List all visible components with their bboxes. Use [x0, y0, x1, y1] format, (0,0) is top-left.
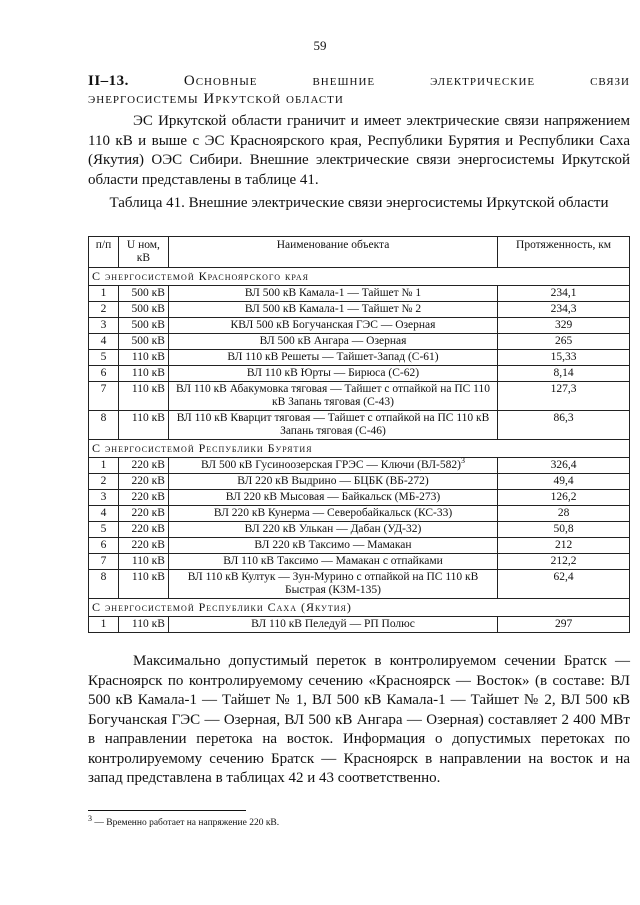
row-length: 212 [498, 538, 630, 554]
table-row [89, 318, 630, 334]
row-length: 329 [498, 318, 630, 334]
row-length: 297 [498, 617, 630, 633]
row-length: 86,3 [498, 411, 630, 440]
row-voltage: 220 кВ [118, 522, 168, 538]
row-object-name [168, 334, 497, 350]
row-object-text: ВЛ 110 кВ Таксимо — Мамакан с отпайками [223, 555, 443, 567]
row-index: 3 [89, 318, 119, 334]
row-index: 2 [89, 302, 119, 318]
external-links-table [88, 236, 630, 633]
row-index: 3 [89, 490, 119, 506]
row-index: 6 [89, 538, 119, 554]
heading-line-2: энергосистемы Иркутской области [88, 91, 344, 107]
row-length: 265 [498, 334, 630, 350]
header-voltage: U ном, кВ [118, 237, 168, 268]
table-row [89, 350, 630, 366]
table-row [89, 506, 630, 522]
heading-word-4: связи [590, 73, 630, 89]
row-object-text: ВЛ 500 кВ Ангара — Озерная [259, 335, 407, 347]
heading-word-2: внешние [312, 73, 376, 89]
row-voltage: 110 кВ [118, 350, 168, 366]
row-index: 5 [89, 350, 119, 366]
section-heading [88, 72, 630, 108]
table-row [89, 411, 630, 440]
table-row [89, 490, 630, 506]
table-header-row [89, 237, 630, 268]
row-index: 4 [89, 334, 119, 350]
row-object-text: ВЛ 110 кВ Кварцит тяговая — Тайшет с отпайкой на ПС 110 кВ Запань тяговая (С-46) [176, 412, 490, 437]
row-length: 234,3 [498, 302, 630, 318]
row-index: 1 [89, 617, 119, 633]
row-voltage: 110 кВ [118, 411, 168, 440]
table-row [89, 366, 630, 382]
row-object-text: ВЛ 110 кВ Юрты — Бирюса (С-62) [246, 367, 420, 379]
row-length: 62,4 [498, 570, 630, 599]
table-row [89, 382, 630, 411]
row-voltage: 500 кВ [118, 334, 168, 350]
row-object-name [168, 411, 497, 440]
heading-number: II–13. [88, 73, 129, 89]
row-length: 234,1 [498, 286, 630, 302]
row-object-text: ВЛ 110 кВ Абакумовка тяговая — Тайшет с отпайкой на ПС 110 кВ Запань тяговая (С-43) [175, 383, 490, 408]
row-length: 50,8 [498, 522, 630, 538]
row-voltage: 110 кВ [118, 570, 168, 599]
row-voltage: 110 кВ [118, 382, 168, 411]
table-section-row [89, 268, 630, 286]
heading-word-3: электрические [430, 73, 536, 89]
row-index: 5 [89, 522, 119, 538]
row-voltage: 220 кВ [118, 506, 168, 522]
page-number: 59 [313, 38, 327, 53]
row-object-name [168, 617, 497, 633]
row-voltage: 220 кВ [118, 474, 168, 490]
row-object-name [168, 538, 497, 554]
row-object-text: ВЛ 220 кВ Мысовая — Байкальск (МБ-273) [225, 491, 441, 503]
row-index: 8 [89, 411, 119, 440]
row-voltage: 500 кВ [118, 286, 168, 302]
footnote-divider [88, 810, 246, 811]
row-object-text: ВЛ 220 кВ Улькан — Дабан (УД-32) [244, 523, 422, 535]
row-voltage: 110 кВ [118, 366, 168, 382]
row-object-name [168, 522, 497, 538]
row-object-name [168, 350, 497, 366]
row-object-text: ВЛ 500 кВ Камала-1 — Тайшет № 1 [244, 287, 422, 299]
table-row [89, 538, 630, 554]
row-object-text: ВЛ 110 кВ Пеледуй — РП Полюс [251, 618, 415, 630]
row-object-name [168, 318, 497, 334]
row-object-name [168, 490, 497, 506]
row-length: 49,4 [498, 474, 630, 490]
table-row [89, 458, 630, 474]
row-length: 8,14 [498, 366, 630, 382]
table-row [89, 570, 630, 599]
row-object-text: ВЛ 110 кВ Култук — Зун-Мурино с отпайкой на ПС 110 кВ Быстрая (КЗМ-135) [187, 571, 479, 596]
row-object-name [168, 570, 497, 599]
table-row [89, 286, 630, 302]
row-object-text: КВЛ 500 кВ Богучанская ГЭС — Озерная [230, 319, 436, 331]
row-object-text: ВЛ 220 кВ Таксимо — Мамакан [254, 539, 412, 551]
table-section-row [89, 599, 630, 617]
flow-paragraph: Максимально допустимый переток в контролируемом сечении Братск — Красноярск по контролируемому сечению «Красноярск — Восток» (в составе: ВЛ 500 кВ Камала-1 — Тайшет № 1, ВЛ 500 кВ Камала-1 — Тайшет № 2, ВЛ 500 кВ Богучанская ГЭС — Озерная, ВЛ 500 кВ Ангара — Озерная) составляет 2 400 МВт в направлении перетока на восток. Информация о допустимых перетоках по контролируемому сечению Братск — Красноярск в направлении на восток и на запад представлена в таблицах 42 и 43 соответственно. [88, 653, 630, 786]
row-index: 6 [89, 366, 119, 382]
row-object-text: ВЛ 220 кВ Выдрино — БЦБК (ВБ-272) [237, 475, 429, 487]
table-row [89, 554, 630, 570]
row-length: 127,3 [498, 382, 630, 411]
intro-paragraph: ЭС Иркутской области граничит и имеет электрические связи напряжением 110 кВ и выше с ЭС Красноярского края, Республики Бурятия и Республики Саха (Якутия) ОЭС Сибири. Внешние электрические связи энергосистемы Иркутской области представлены в таблице 41. [88, 113, 630, 188]
row-length: 212,2 [498, 554, 630, 570]
row-voltage: 500 кВ [118, 318, 168, 334]
table-row [89, 334, 630, 350]
table-row [89, 522, 630, 538]
row-voltage: 110 кВ [118, 617, 168, 633]
row-object-name [168, 458, 497, 474]
section-title: С энергосистемой Республики Саха (Якутия) [89, 599, 630, 617]
row-length: 15,33 [498, 350, 630, 366]
row-voltage: 220 кВ [118, 490, 168, 506]
section-title: С энергосистемой Республики Бурятия [89, 440, 630, 458]
table-row [89, 617, 630, 633]
footnote [88, 813, 280, 828]
header-object-name: Наименование объекта [168, 237, 497, 268]
row-voltage: 220 кВ [118, 538, 168, 554]
row-length: 28 [498, 506, 630, 522]
footnote-ref: 3 [460, 456, 465, 466]
row-length: 126,2 [498, 490, 630, 506]
table-row [89, 302, 630, 318]
row-object-name [168, 366, 497, 382]
table-caption: Таблица 41. Внешние электрические связи энергосистемы Иркутской области [109, 195, 609, 211]
row-object-name [168, 382, 497, 411]
section-title: С энергосистемой Красноярского края [89, 268, 630, 286]
row-object-name [168, 302, 497, 318]
table-section-row [89, 440, 630, 458]
row-voltage: 220 кВ [118, 458, 168, 474]
row-object-text: ВЛ 500 кВ Гусиноозерская ГРЭС — Ключи (ВЛ-582) [201, 459, 461, 471]
row-object-name [168, 474, 497, 490]
row-index: 1 [89, 458, 119, 474]
header-index: п/п [89, 237, 119, 268]
row-object-name [168, 286, 497, 302]
row-object-name [168, 506, 497, 522]
row-index: 1 [89, 286, 119, 302]
footnote-mark: 3 [88, 813, 92, 823]
row-voltage: 500 кВ [118, 302, 168, 318]
heading-word-1: Основные [183, 73, 258, 89]
row-index: 8 [89, 570, 119, 599]
row-object-text: ВЛ 220 кВ Кунерма — Северобайкальск (КС-33) [213, 507, 453, 519]
row-index: 7 [89, 554, 119, 570]
row-length: 326,4 [498, 458, 630, 474]
table-row [89, 474, 630, 490]
row-index: 7 [89, 382, 119, 411]
footnote-text: — Временно работает на напряжение 220 кВ. [92, 818, 280, 828]
row-object-text: ВЛ 110 кВ Решеты — Тайшет-Запад (С-61) [227, 351, 439, 363]
header-length: Протяженность, км [498, 237, 630, 268]
row-object-name [168, 554, 497, 570]
row-voltage: 110 кВ [118, 554, 168, 570]
row-object-text: ВЛ 500 кВ Камала-1 — Тайшет № 2 [244, 303, 422, 315]
row-index: 4 [89, 506, 119, 522]
row-index: 2 [89, 474, 119, 490]
